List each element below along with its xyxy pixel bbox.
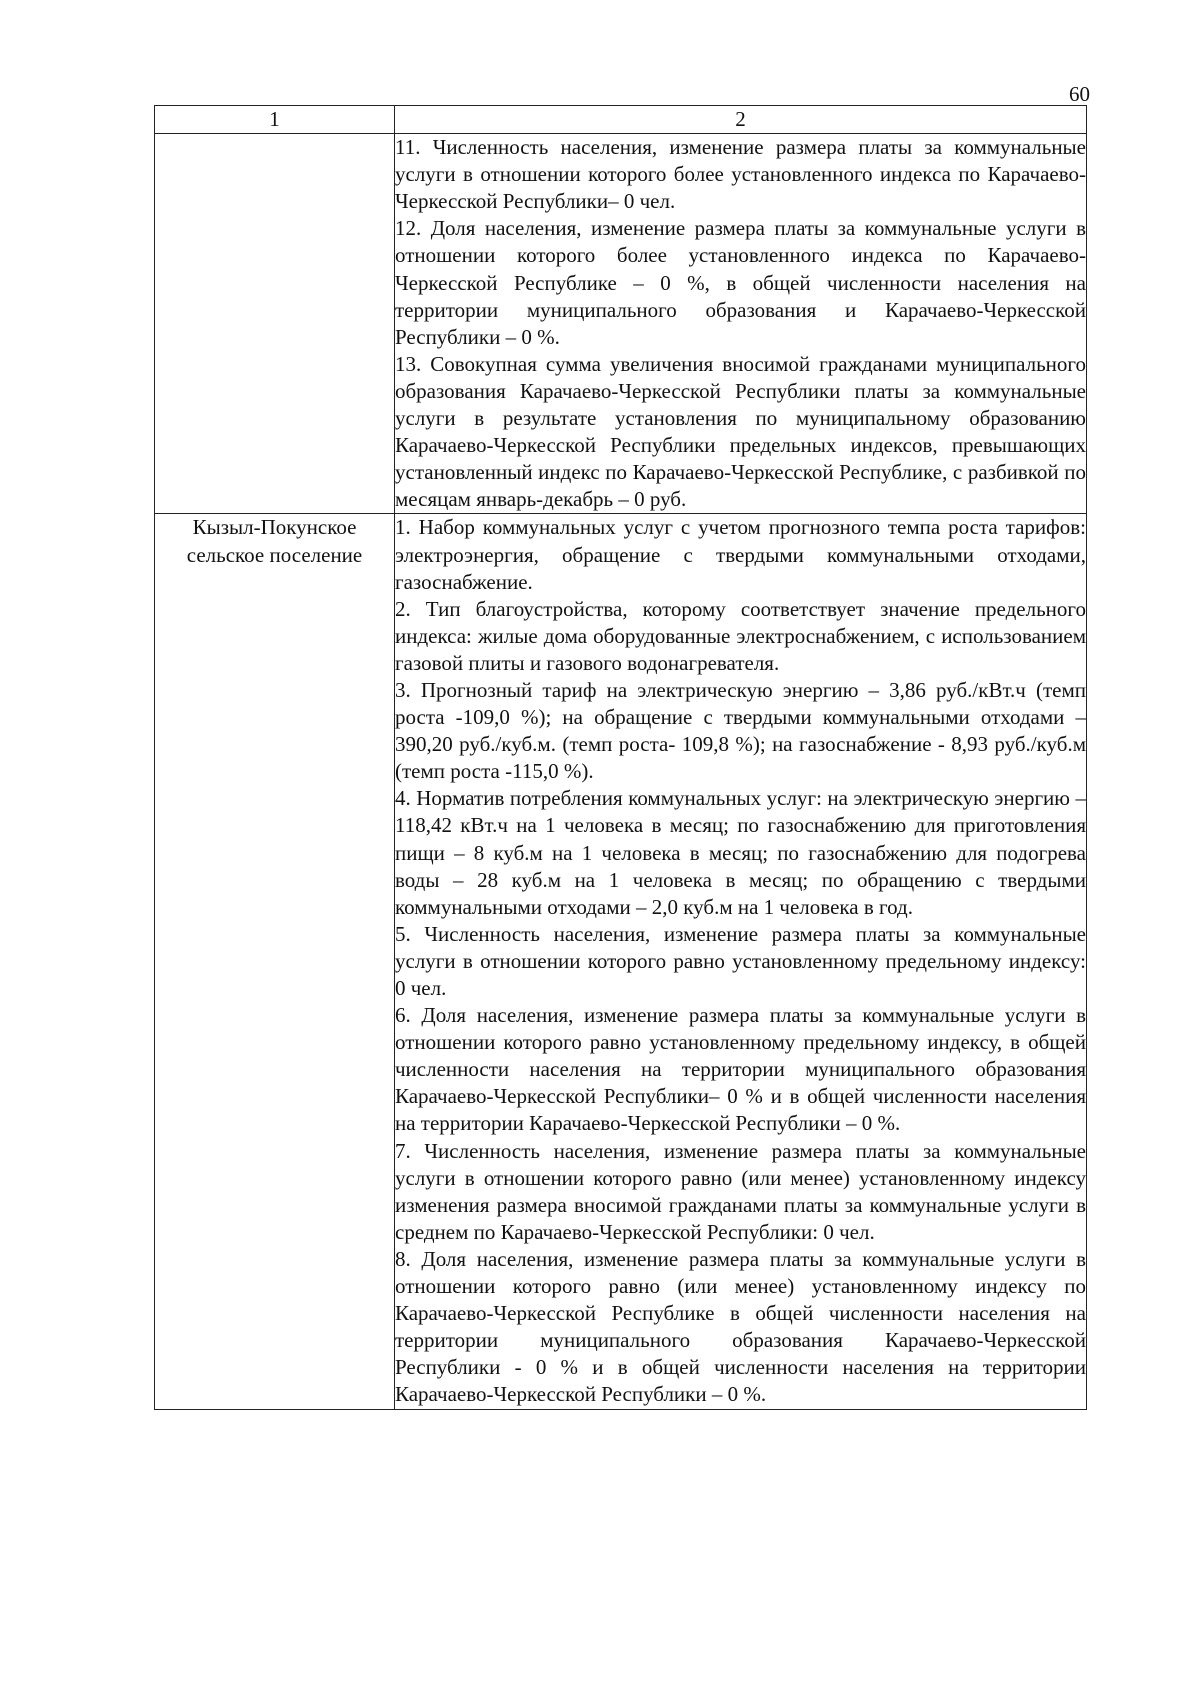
municipality-cell bbox=[155, 134, 395, 514]
page-number: 60 bbox=[1069, 82, 1090, 106]
column-header-1: 1 bbox=[155, 106, 395, 134]
indicator-table bbox=[154, 105, 1087, 1410]
table-row bbox=[155, 134, 1087, 514]
indicator-item: 8. Доля населения, изменение размера платы за коммунальные услуги в отношении которого равно (или менее) установленному индексу по Карачаево-Черкесской Республике в общей численности населения на территории муниципального образования Карачаево-Черкесской Республики - 0 % и в общей численности населения на территории Карачаево-Черкесской Республики – 0 %. bbox=[395, 1246, 1086, 1407]
indicator-item: 5. Численность населения, изменение размера платы за коммунальные услуги в отношении которого равно установленному предельному индексу: 0 чел. bbox=[395, 921, 1086, 1000]
municipality-cell: Кызыл-Покунское сельское поселение bbox=[155, 514, 395, 1409]
indicator-item: 3. Прогнозный тариф на электрическую энергию – 3,86 руб./кВт.ч (темп роста -109,0 %); на обращение с твердыми коммунальными отходами – 390,20 руб./куб.м. (темп роста- 109,8 %); на газоснабжение - 8,93 руб./куб.м (темп роста -115,0 %). bbox=[395, 677, 1086, 784]
indicator-item: 11. Численность населения, изменение размера платы за коммунальные услуги в отношении которого более установленного индекса по Карачаево-Черкесской Республики– 0 чел. bbox=[395, 135, 1086, 214]
table-row bbox=[155, 514, 1087, 1409]
indicator-item: 13. Совокупная сумма увеличения вносимой гражданами муниципального образования Карачаево-Черкесской Республики платы за коммунальные услуги в результате установления по муниципальному образованию Карачаево-Черкесской Республики предельных индексов, превышающих установленный индекс по Карачаево-Черкесской Республике, с разбивкой по месяцам январь-декабрь – 0 руб. bbox=[395, 351, 1086, 512]
indicators-cell bbox=[395, 134, 1087, 514]
indicator-item: 6. Доля населения, изменение размера платы за коммунальные услуги в отношении которого равно установленному предельному индексу, в общей численности населения на территории муниципального образования Карачаево-Черкесской Республики– 0 % и в общей численности населения на территории Карачаево-Черкесской Республики – 0 %. bbox=[395, 1003, 1086, 1136]
indicator-item: 7. Численность населения, изменение размера платы за коммунальные услуги в отношении которого равно (или менее) установленному индексу изменения размера вносимой гражданами платы за коммунальные услуги в среднем по Карачаево-Черкесской Республики: 0 чел. bbox=[395, 1138, 1086, 1244]
indicator-item: 4. Норматив потребления коммунальных услуг: на электрическую энергию – 118,42 кВт.ч на 1 человека в месяц; по газоснабжению для приготовления пищи – 8 куб.м на 1 человека в месяц; по газоснабжению для подогрева воды – 28 куб.м на 1 человека в месяц; по обращению с твердыми коммунальными отходами – 2,0 куб.м на 1 человека в год. bbox=[395, 786, 1086, 919]
indicator-item: 1. Набор коммунальных услуг с учетом прогнозного темпа роста тарифов: электроэнергия, обращение с твердыми коммунальными отходами, газоснабжение. bbox=[395, 515, 1086, 594]
indicator-item: 12. Доля населения, изменение размера платы за коммунальные услуги в отношении которого более установленного индекса по Карачаево-Черкесской Республике – 0 %, в общей численности населения на территории муниципального образования и Карачаево-Черкесской Республики – 0 %. bbox=[395, 216, 1086, 349]
indicators-cell bbox=[395, 514, 1087, 1409]
column-header-2: 2 bbox=[395, 106, 1087, 134]
indicator-item: 2. Тип благоустройства, которому соответствует значение предельного индекса: жилые дома оборудованные электроснабжением, с использованием газовой плиты и газового водонагревателя. bbox=[395, 596, 1086, 675]
table-header-row bbox=[155, 106, 1087, 134]
